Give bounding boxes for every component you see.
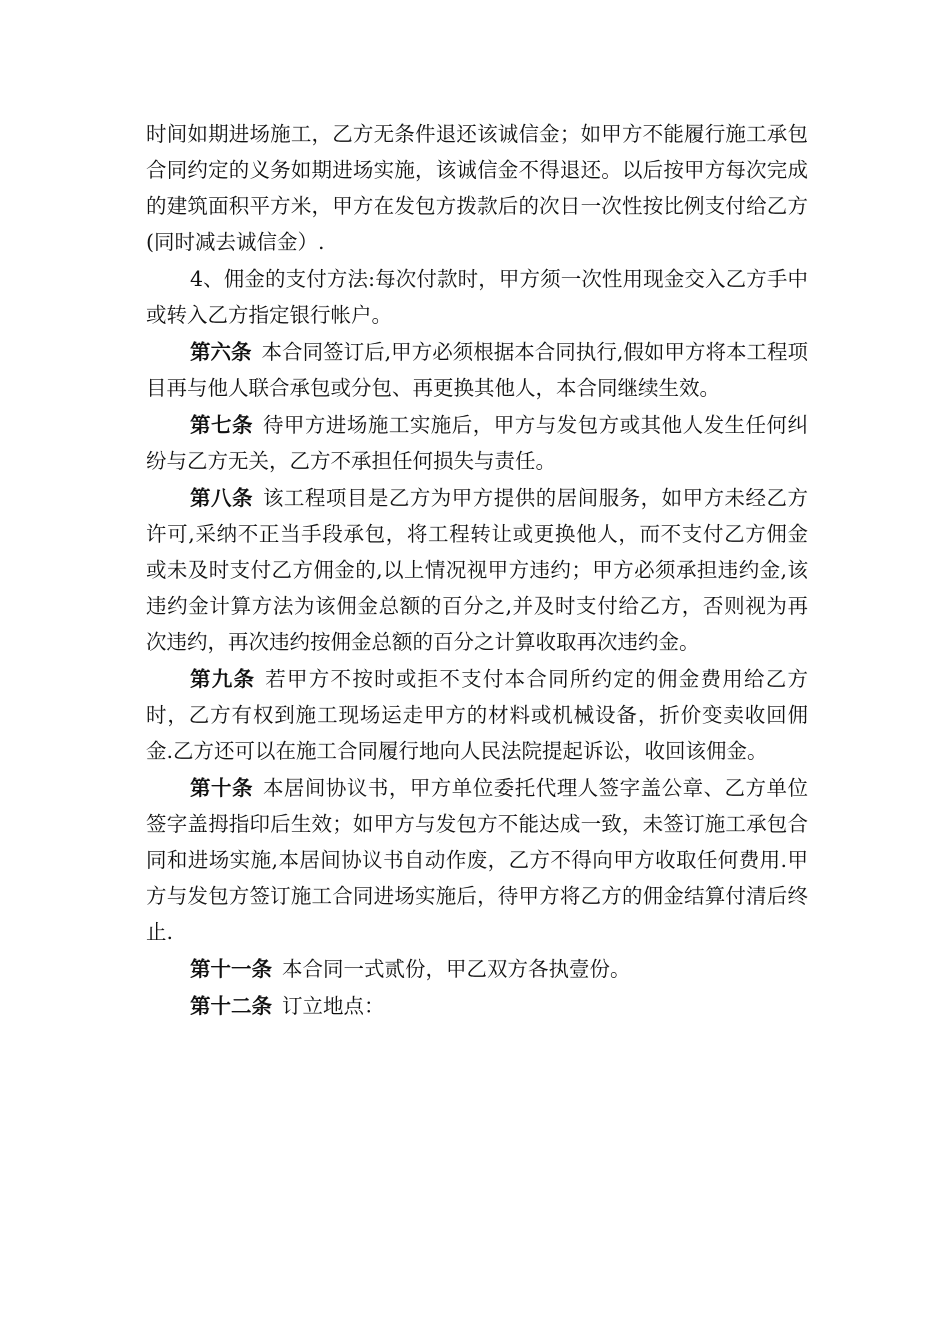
article-9 <box>146 661 808 769</box>
paragraph-text: 时间如期进场施工，乙方无条件退还该诚信金；如甲方不能履行施工承包合同约定的义务如期进场实施，该诚信金不得退还。以后按甲方每次完成的建筑面积平方米，甲方在发包方拨款后的次日一次性按比例支付给乙方(同时减去诚信金）. <box>146 122 808 254</box>
article-6 <box>146 334 808 406</box>
article-12 <box>146 988 808 1024</box>
article-text: 本合同一式贰份，甲乙双方各执壹份。 <box>282 957 631 981</box>
article-heading: 第九条 <box>190 667 256 691</box>
article-heading: 第十二条 <box>190 994 272 1018</box>
paragraph-continued <box>146 116 808 260</box>
paragraph-text: 4、佣金的支付方法:每次付款时，甲方须一次性用现金交入乙方手中或转入乙方指定银行帐户。 <box>146 267 808 327</box>
article-text: 本居间协议书，甲方单位委托代理人签字盖公章、乙方单位签字盖拇指印后生效；如甲方与发包方不能达成一致，未签订施工承包合同和进场实施,本居间协议书自动作废，乙方不得向甲方收取任何费用.甲方与发包方签订施工合同进场实施后，待甲方将乙方的佣金结算付清后终止. <box>146 776 809 944</box>
article-heading: 第六条 <box>190 340 252 364</box>
article-text: 订立地点： <box>282 994 385 1018</box>
article-11 <box>146 951 808 987</box>
article-10 <box>146 770 808 950</box>
contract-body <box>146 116 808 1025</box>
article-text: 本合同签订后,甲方必须根据本合同执行,假如甲方将本工程项目再与他人联合承包或分包、再更换其他人，本合同继续生效。 <box>146 340 808 400</box>
article-text: 若甲方不按时或拒不支付本合同所约定的佣金费用给乙方时，乙方有权到施工现场运走甲方的材料或机械设备，折价变卖收回佣金.乙方还可以在施工合同履行地向人民法院提起诉讼，收回该佣金。 <box>146 667 809 763</box>
article-text: 该工程项目是乙方为甲方提供的居间服务，如甲方未经乙方许可,采纳不正当手段承包，将工程转让或更换他人，而不支付乙方佣金或未及时支付乙方佣金的,以上情况视甲方违约；甲方必须承担违约金,该违约金计算方法为该佣金总额的百分之,并及时支付给乙方，否则视为再次违约，再次违约按佣金总额的百分之计算收取再次违约金。 <box>146 486 809 654</box>
article-7 <box>146 407 808 479</box>
article-heading: 第七条 <box>190 413 253 437</box>
article-heading: 第八条 <box>190 486 253 510</box>
article-heading: 第十一条 <box>190 957 272 981</box>
article-heading: 第十条 <box>190 776 253 800</box>
paragraph-payment-method <box>146 261 808 333</box>
article-8 <box>146 480 808 660</box>
article-text: 待甲方进场施工实施后，甲方与发包方或其他人发生任何纠纷与乙方无关，乙方不承担任何损失与责任。 <box>146 413 809 473</box>
